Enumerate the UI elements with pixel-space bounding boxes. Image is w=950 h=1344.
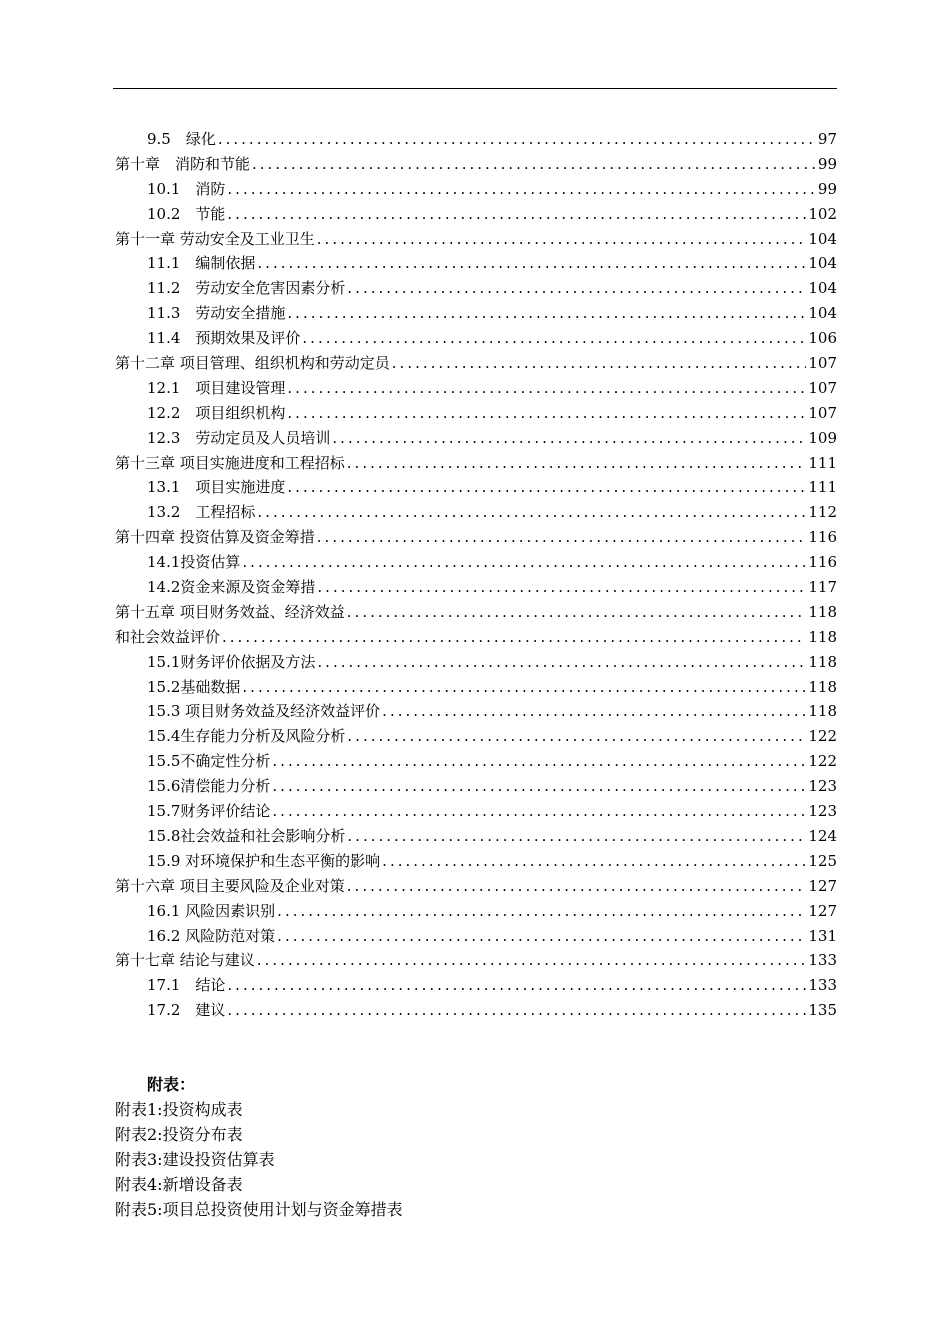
toc-dot-leader	[227, 177, 816, 202]
toc-entry-title: 17.1 结论	[147, 976, 226, 995]
toc-dot-leader	[227, 973, 806, 998]
toc-entry-page: 109	[808, 428, 837, 447]
appendix-section	[115, 1072, 837, 1222]
toc-entry-page: 104	[808, 254, 837, 273]
toc-entry-page: 104	[808, 279, 837, 298]
toc-dot-leader	[317, 525, 807, 550]
toc-entry-title: 14.1投资估算	[147, 553, 241, 572]
toc-dot-leader	[347, 874, 807, 899]
toc-entry[interactable]	[115, 326, 837, 351]
toc-entry-title: 15.8社会效益和社会影响分析	[147, 826, 346, 845]
toc-entry-page: 104	[808, 304, 837, 323]
toc-entry-title: 13.1 项目实施进度	[147, 478, 286, 497]
toc-entry[interactable]	[115, 924, 837, 949]
toc-entry-title: 14.2资金来源及资金筹措	[147, 578, 316, 597]
toc-entry[interactable]	[115, 276, 837, 301]
toc-dot-leader	[287, 401, 806, 426]
toc-entry-page: 118	[808, 652, 837, 671]
toc-entry-title: 第十一章 劳动安全及工业卫生	[115, 229, 315, 248]
appendix-item: 附表3:建设投资估算表	[115, 1150, 275, 1169]
toc-entry-page: 123	[808, 802, 837, 821]
toc-entry-title: 10.1 消防	[147, 179, 226, 198]
toc-entry-title: 12.1 项目建设管理	[147, 378, 286, 397]
toc-dot-leader	[272, 799, 806, 824]
toc-entry-title: 11.3 劳动安全措施	[147, 304, 286, 323]
toc-entry-title: 15.6清偿能力分析	[147, 777, 271, 796]
toc-entry[interactable]	[115, 874, 837, 899]
toc-entry[interactable]	[115, 202, 837, 227]
toc-entry[interactable]	[115, 426, 837, 451]
toc-entry-page: 102	[808, 204, 837, 223]
toc-entry[interactable]	[115, 351, 837, 376]
toc-dot-leader	[347, 600, 807, 625]
toc-entry-title: 10.2 节能	[147, 204, 226, 223]
toc-dot-leader	[347, 276, 806, 301]
toc-dot-leader	[257, 251, 806, 276]
toc-entry-page: 116	[808, 528, 837, 547]
toc-entry[interactable]	[115, 376, 837, 401]
toc-entry-page: 99	[817, 179, 837, 198]
toc-dot-leader	[287, 301, 806, 326]
appendix-heading: 附表：	[147, 1075, 196, 1094]
appendix-item: 附表2:投资分布表	[115, 1125, 243, 1144]
toc-entry[interactable]	[115, 699, 837, 724]
toc-entry-page: 131	[808, 926, 837, 945]
toc-entry-page: 107	[808, 378, 837, 397]
toc-entry-title: 第十二章 项目管理、组织机构和劳动定员	[115, 354, 390, 373]
toc-entry-page: 122	[808, 727, 837, 746]
toc-entry[interactable]	[115, 500, 837, 525]
toc-entry-title: 16.1 风险因素识别	[147, 901, 276, 920]
toc-entry[interactable]	[115, 948, 837, 973]
toc-dot-leader	[332, 426, 806, 451]
toc-entry-page: 99	[817, 154, 837, 173]
toc-entry-page: 124	[808, 826, 837, 845]
toc-dot-leader	[287, 475, 806, 500]
toc-entry-page: 135	[808, 1001, 837, 1020]
toc-entry-page: 106	[808, 329, 837, 348]
toc-entry-title: 第十章 消防和节能	[115, 154, 251, 173]
toc-entry-page: 127	[808, 876, 837, 895]
toc-entry-page: 117	[808, 578, 837, 597]
toc-entry[interactable]	[115, 824, 837, 849]
toc-entry[interactable]	[115, 301, 837, 326]
toc-entry-title: 12.3 劳动定员及人员培训	[147, 428, 331, 447]
toc-dot-leader	[227, 998, 806, 1023]
toc-entry[interactable]	[115, 724, 837, 749]
table-of-contents	[115, 127, 837, 1023]
toc-entry[interactable]	[115, 675, 837, 700]
toc-dot-leader	[382, 699, 806, 724]
toc-dot-leader	[257, 500, 806, 525]
toc-entry[interactable]	[115, 127, 837, 152]
toc-dot-leader	[272, 774, 806, 799]
toc-entry-page: 111	[808, 478, 837, 497]
toc-dot-leader	[277, 899, 806, 924]
toc-entry-title: 和社会效益评价	[115, 627, 221, 646]
toc-entry-page: 107	[808, 354, 837, 373]
toc-entry-page: 123	[808, 777, 837, 796]
toc-dot-leader	[347, 451, 807, 476]
toc-entry-title: 第十七章 结论与建议	[115, 951, 255, 970]
toc-entry-title: 16.2 风险防范对策	[147, 926, 276, 945]
toc-dot-leader	[222, 625, 806, 650]
toc-entry[interactable]	[115, 550, 837, 575]
toc-entry[interactable]	[115, 177, 837, 202]
toc-dot-leader	[252, 152, 816, 177]
toc-entry-title: 12.2 项目组织机构	[147, 403, 286, 422]
toc-entry-page: 118	[808, 627, 837, 646]
toc-dot-leader	[242, 675, 806, 700]
toc-dot-leader	[392, 351, 807, 376]
toc-entry-title: 第十三章 项目实施进度和工程招标	[115, 453, 345, 472]
toc-entry-title: 15.9 对环境保护和生态平衡的影响	[147, 851, 381, 870]
toc-entry-title: 11.4 预期效果及评价	[147, 329, 301, 348]
toc-entry-title: 15.4生存能力分析及风险分析	[147, 727, 346, 746]
toc-entry[interactable]	[115, 451, 837, 476]
toc-entry-page: 133	[808, 976, 837, 995]
toc-entry-page: 118	[808, 677, 837, 696]
toc-dot-leader	[242, 550, 806, 575]
toc-entry-page: 107	[808, 403, 837, 422]
toc-entry[interactable]	[115, 227, 837, 252]
appendix-item: 附表4:新增设备表	[115, 1175, 243, 1194]
toc-entry-title: 11.1 编制依据	[147, 254, 256, 273]
toc-entry-title: 第十五章 项目财务效益、经济效益	[115, 602, 345, 621]
toc-entry-page: 122	[808, 752, 837, 771]
toc-entry-title: 15.5不确定性分析	[147, 752, 271, 771]
toc-entry[interactable]	[115, 475, 837, 500]
toc-entry-title: 第十四章 投资估算及资金筹措	[115, 528, 315, 547]
toc-entry-page: 125	[808, 851, 837, 870]
toc-entry[interactable]	[115, 650, 837, 675]
toc-entry[interactable]	[115, 251, 837, 276]
toc-entry-title: 13.2 工程招标	[147, 503, 256, 522]
appendix-item: 附表1:投资构成表	[115, 1100, 243, 1119]
toc-dot-leader	[317, 575, 806, 600]
toc-entry[interactable]	[115, 973, 837, 998]
toc-entry[interactable]	[115, 799, 837, 824]
toc-entry-title: 第十六章 项目主要风险及企业对策	[115, 876, 345, 895]
toc-entry-title: 11.2 劳动安全危害因素分析	[147, 279, 346, 298]
toc-entry-page: 111	[808, 453, 837, 472]
toc-entry-page: 116	[808, 553, 837, 572]
toc-entry[interactable]	[115, 152, 837, 177]
toc-dot-leader	[347, 824, 806, 849]
toc-dot-leader	[382, 849, 806, 874]
header-rule	[113, 88, 837, 89]
toc-entry[interactable]	[115, 849, 837, 874]
toc-dot-leader	[218, 127, 816, 152]
toc-entry[interactable]	[115, 625, 837, 650]
toc-entry[interactable]	[115, 749, 837, 774]
appendix-item: 附表5:项目总投资使用计划与资金筹措表	[115, 1200, 403, 1219]
toc-entry[interactable]	[115, 401, 837, 426]
toc-entry-title: 15.2基础数据	[147, 677, 241, 696]
toc-dot-leader	[257, 948, 807, 973]
toc-entry-page: 118	[808, 702, 837, 721]
toc-dot-leader	[317, 650, 806, 675]
toc-entry-title: 15.1财务评价依据及方法	[147, 652, 316, 671]
toc-dot-leader	[347, 724, 806, 749]
toc-entry[interactable]	[115, 575, 837, 600]
toc-entry-page: 104	[808, 229, 837, 248]
toc-dot-leader	[317, 227, 807, 252]
toc-entry-page: 97	[817, 130, 837, 148]
toc-entry[interactable]	[115, 774, 837, 799]
toc-dot-leader	[302, 326, 806, 351]
toc-dot-leader	[272, 749, 806, 774]
toc-entry-page: 133	[808, 951, 837, 970]
appendix-list	[115, 1097, 837, 1222]
toc-entry-title: 9.5 绿化	[147, 130, 216, 148]
toc-entry-page: 127	[808, 901, 837, 920]
toc-entry-page: 112	[808, 503, 837, 522]
toc-entry[interactable]	[115, 899, 837, 924]
toc-dot-leader	[277, 924, 806, 949]
toc-entry[interactable]	[115, 525, 837, 550]
toc-dot-leader	[227, 202, 806, 227]
toc-dot-leader	[287, 376, 806, 401]
toc-entry-title: 15.7财务评价结论	[147, 802, 271, 821]
toc-entry[interactable]	[115, 998, 837, 1023]
toc-entry-title: 15.3 项目财务效益及经济效益评价	[147, 702, 381, 721]
toc-entry-page: 118	[808, 602, 837, 621]
toc-entry-title: 17.2 建议	[147, 1001, 226, 1020]
toc-entry[interactable]	[115, 600, 837, 625]
